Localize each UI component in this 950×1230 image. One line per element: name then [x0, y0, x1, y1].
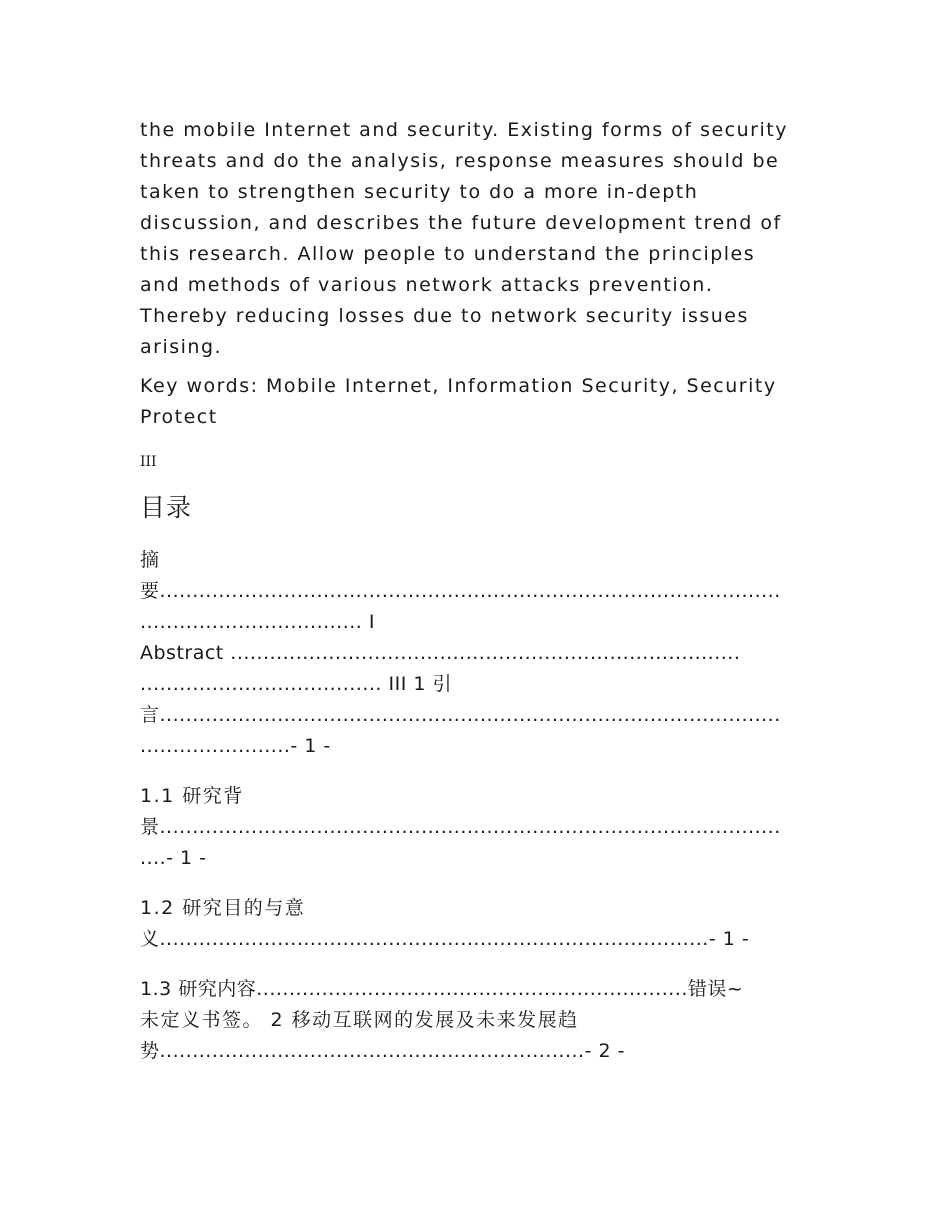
abstract-line: this research. Allow people to understand the principles [140, 243, 756, 265]
spacer [140, 955, 808, 974]
toc-line: 势.................................................................- 2 - [140, 1040, 625, 1062]
toc-line: .................................. I [140, 611, 375, 633]
toc-line: 言............................................................................................... [140, 704, 781, 726]
abstract-line: taken to strengthen security to do a more in-depth [140, 181, 699, 203]
abstract-paragraph [140, 115, 808, 363]
abstract-line: the mobile Internet and security. Existing forms of security [140, 119, 788, 141]
toc-line: 摘 [140, 549, 161, 571]
abstract-line: discussion, and describes the future development trend of [140, 212, 782, 234]
toc-entry-abstract[interactable] [140, 638, 808, 700]
abstract-line: arising. [140, 336, 223, 358]
toc-entry-zhaiyao[interactable] [140, 545, 808, 638]
toc-line: 要............................................................................................... [140, 580, 781, 602]
toc-line: 1.3 研究内容..................................................................错误~ [140, 978, 744, 1000]
toc-line: 义....................................................................................- 1 - [140, 928, 750, 950]
abstract-line: threats and do the analysis, response measures should be [140, 150, 780, 172]
keywords-paragraph [140, 371, 808, 433]
page-content [140, 115, 808, 1067]
page-number: III [140, 454, 157, 470]
toc-line: ....- 1 - [140, 847, 207, 869]
abstract-line: and methods of various network attacks prevention. [140, 274, 714, 296]
toc-line: 景............................................................................................... [140, 816, 781, 838]
toc-line: ..................................... III 1 引 [140, 673, 452, 695]
toc-line: Abstract .............................................................................. [140, 642, 741, 664]
toc-entry-1-1[interactable] [140, 781, 808, 874]
toc-title: 目录 [140, 493, 193, 522]
toc-line: 1.2 研究目的与意 [140, 897, 306, 919]
keywords-line: Key words: Mobile Internet, Information Security, Security [140, 375, 777, 397]
toc-entry-1-2[interactable] [140, 893, 808, 955]
abstract-line: Thereby reducing losses due to network security issues [140, 305, 749, 327]
toc-entry-1-3[interactable] [140, 974, 808, 1067]
keywords-line: Protect [140, 406, 218, 428]
spacer [140, 874, 808, 893]
toc-line: 1.1 研究背 [140, 785, 244, 807]
toc-line: 未定义书签。 2 移动互联网的发展及未来发展趋 [140, 1009, 579, 1031]
table-of-contents [140, 545, 808, 1067]
toc-entry-yinyan[interactable] [140, 700, 808, 762]
spacer [140, 762, 808, 781]
toc-line: .......................- 1 - [140, 735, 331, 757]
